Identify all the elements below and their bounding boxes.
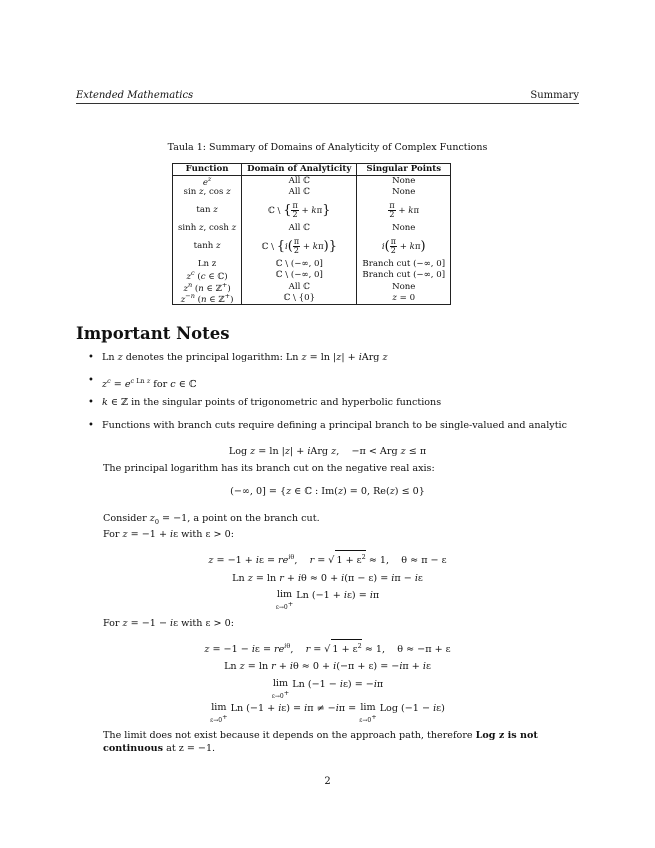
- cell-singular: Branch cut (−∞, 0]: [357, 259, 451, 270]
- cell-singular: z = 0: [357, 293, 451, 305]
- list-item: • $z^c = e^{c Ln z}$ for c ∈ ℂ: [76, 373, 586, 396]
- page-number: 2: [324, 776, 331, 787]
- list-item: • k ∈ ℤ in the singular points of trigonometric and hyperbolic functions: [76, 395, 586, 418]
- equation-minus-2: Ln z = ln r + iθ ≈ 0 + i(−π + ε) = −iπ + iε: [224, 661, 431, 672]
- cell-function: $z^{-n}$ (n ∈ ℤ+): [173, 293, 242, 305]
- table-row: [173, 175, 451, 187]
- column-header: Singular Points: [357, 164, 451, 176]
- cell-domain: ℂ \ (−∞, 0]: [242, 270, 357, 281]
- summary-table: [172, 163, 451, 305]
- cell-domain: ℂ \ {i( $\frac{\pi}{2}$ + kπ)}: [242, 234, 357, 259]
- table-row: [173, 187, 451, 198]
- cell-function: sinh z, cosh z: [173, 223, 242, 234]
- cell-function: Ln z: [173, 259, 242, 270]
- branch-cut-text: The principal logarithm has its branch cut on the negative real axis:: [103, 463, 435, 474]
- cell-domain: ℂ \ { $\frac{\pi}{2}$ + kπ}: [242, 198, 357, 223]
- table-caption: Taula 1: Summary of Domains of Analyticity of Complex Functions: [167, 142, 488, 153]
- header-left: Extended Mathematics: [76, 90, 194, 101]
- list-item: • Ln z denotes the principal logarithm: Ln z = ln |z| + iArg z: [76, 350, 586, 373]
- header-right: Summary: [530, 90, 579, 101]
- equation-compare: lim ε→0+ Ln (−1 + iε) = iπ ≠ −iπ = lim ε→0+ Log (−1 − iε): [210, 702, 445, 724]
- cell-domain: All ℂ: [242, 223, 357, 234]
- cell-domain: ℂ \ (−∞, 0]: [242, 259, 357, 270]
- table-row: [173, 270, 451, 281]
- cell-singular: $\frac{\pi}{2}$ + kπ: [357, 198, 451, 223]
- consider-text: Consider $z_0 = -1$, a point on the branch cut.: [103, 513, 320, 526]
- column-header: Domain of Analyticity: [242, 164, 357, 176]
- cell-function: tan z: [173, 198, 242, 223]
- equation-minus-1: $z = -1 - i\varepsilon = re^{i\theta}$, r = √ $1 + \varepsilon^2 \approx 1$, θ ≈ −π + ε: [0, 639, 655, 656]
- equation-plus-3: lim ε→0+ Ln (−1 + iε) = iπ: [275, 589, 380, 611]
- cell-domain: All ℂ: [242, 187, 357, 198]
- equation-plus-2: Ln z = ln r + iθ ≈ 0 + i(π − ε) = iπ − iε: [232, 573, 423, 584]
- conclusion-text: [103, 729, 581, 755]
- cell-domain: ℂ \ {0}: [242, 293, 357, 305]
- table-row: [173, 223, 451, 234]
- cell-function: tanh z: [173, 234, 242, 259]
- notes-list: [76, 350, 586, 440]
- table-row: [173, 198, 451, 223]
- case-minus-text: For z = −1 − iε with ε > 0:: [103, 618, 234, 629]
- table-row: [173, 282, 451, 293]
- table-row: [173, 234, 451, 259]
- table-row: [173, 259, 451, 270]
- case-plus-text: For z = −1 + iε with ε > 0:: [103, 529, 234, 540]
- cell-singular: i( $\frac{\pi}{2}$ + kπ): [357, 234, 451, 259]
- cell-singular: Branch cut (−∞, 0]: [357, 270, 451, 281]
- equation-log: Log z = ln |z| + iArg z, −π < Arg z ≤ π: [228, 446, 427, 457]
- table-row: [173, 293, 451, 305]
- cell-singular: None: [357, 187, 451, 198]
- cell-function: sin z, cos z: [173, 187, 242, 198]
- equation-plus-1: $z = -1 + i\varepsilon = re^{i\theta}$, r = √ $1 + \varepsilon^2 \approx 1$, θ ≈ π − ε: [0, 550, 655, 567]
- conclusion-part-2: at z = −1.: [166, 743, 216, 754]
- cell-singular: None: [357, 175, 451, 187]
- equation-branch-cut: (−∞, 0] = {z ∈ ℂ : Im(z) = 0, Re(z) ≤ 0}: [230, 486, 425, 497]
- running-header: [76, 90, 579, 104]
- cell-domain: All ℂ: [242, 282, 357, 293]
- cell-function: $z^n$ (n ∈ ℤ+): [173, 282, 242, 293]
- list-item: • Functions with branch cuts require defining a principal branch to be single-valued and analytic: [76, 418, 586, 441]
- column-header: Function: [173, 164, 242, 176]
- cell-singular: None: [357, 223, 451, 234]
- conclusion-part-1: The limit does not exist because it depends on the approach path, therefore: [103, 730, 473, 741]
- table-header-row: [173, 164, 451, 176]
- conclusion-bold: Log z is not continuous: [103, 730, 538, 754]
- cell-singular: None: [357, 282, 451, 293]
- cell-domain: All ℂ: [242, 175, 357, 187]
- section-title: Important Notes: [76, 324, 230, 343]
- cell-function: $z^c$ (c ∈ ℂ): [173, 270, 242, 281]
- equation-minus-3: lim ε→0+ Ln (−1 − iε) = −iπ: [271, 678, 384, 700]
- cell-function: $e^z$: [173, 175, 242, 187]
